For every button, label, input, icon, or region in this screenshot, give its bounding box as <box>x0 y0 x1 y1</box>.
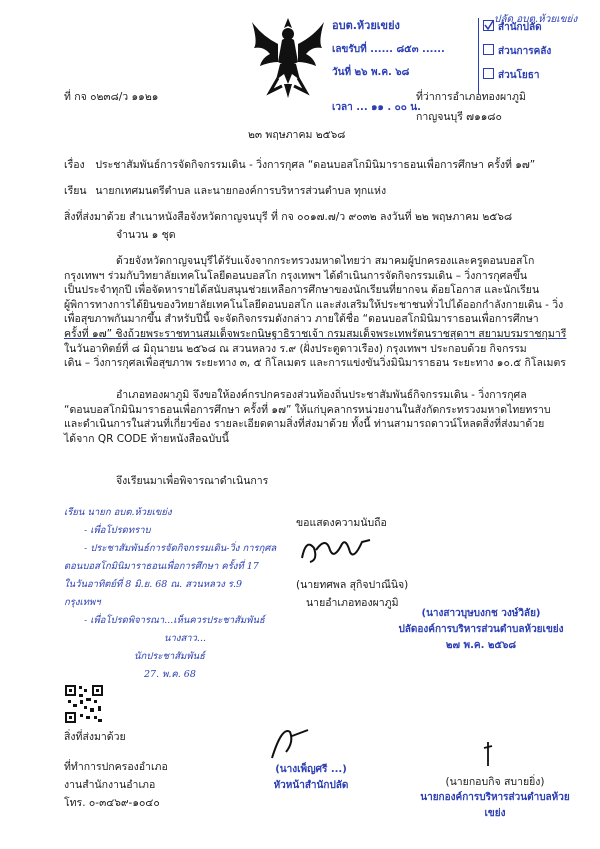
checklist-item: ส่วนการคลัง <box>483 44 553 59</box>
stamp-br-name: (นายกอบกิจ สบายยิ่ง) <box>445 776 545 788</box>
hand-note-line: - ประชาสัมพันธ์การจัดกิจกรรมเดิน-วิ่ง การกุศล <box>84 543 277 554</box>
document-number: ที่ กจ ๐๒๓๘/ว ๑๑๒๑ <box>64 91 159 103</box>
paragraph-line: ในวันอาทิตย์ที่ ๘ มิถุนายน ๒๕๖๘ ณ สวนหลวง ร.๙ (ฝั่งประตูดาวเรือง) กรุงเทพฯ ประกอบด้วย กิจกรรม <box>64 342 527 355</box>
hand-note-line: ในวันอาทิตย์ที่ 8 มิ.ย. 68 ณ. สวนหลวง ร.9 <box>64 579 243 590</box>
footer-section: งานสำนักงานอำเภอ <box>64 779 156 791</box>
hand-note-line: กรุงเทพฯ <box>64 597 101 608</box>
hand-note-line: นางสาว... <box>164 633 206 644</box>
body-paragraph-2 <box>64 388 554 446</box>
received-stamp-title: อบต.ห้วยเขย่ง <box>332 19 400 32</box>
received-number: เลขรับที่ ...... ๘๕๓ ...... <box>332 44 445 55</box>
to-text: นายกเทศมนตรีตำบล และนายกองค์การบริหารส่วนตำบล ทุกแห่ง <box>95 185 387 197</box>
subject-label: เรื่อง <box>64 159 85 171</box>
hand-note-line: - เพื่อโปรดพิจารณา...เห็นควรประชาสัมพันธ์ <box>84 615 265 626</box>
received-time: เวลา ... ๑๑ . ๐๐ น. <box>332 102 421 113</box>
paragraph-line: “ดอนบอสโกมินิมาราธอนเพื่อการศึกษา ครั้งที่ ๑๗” ให้แก่บุคลากรหน่วยงานในสังกัดกระทรวงมหาดไทยทราบ <box>64 403 551 416</box>
stamp-right-name: (นางสาวบุษบงกช วงษ์วิลัย) <box>421 608 541 619</box>
paragraph-line: ได้จาก QR CODE ท้ายหนังสือฉบับนี้ <box>64 432 229 445</box>
handwritten-corner-note: ปลัด อบต.ห้วยเขย่ง <box>494 14 578 25</box>
body-paragraph-1 <box>64 254 567 371</box>
checklist-item: สำนักปลัด <box>483 20 553 35</box>
attachment-row <box>64 210 512 224</box>
paragraph-line: เดิน – วิ่งการกุศลเพื่อสุขภาพ ระยะทาง ๓, ๕ กิโลเมตร และการแข่งขันวิ่งมินิมาราธอน ระยะทาง ๑๐.๕ กิโลเมตร <box>64 357 566 370</box>
regards-text: ขอแสดงความนับถือ <box>296 517 387 529</box>
routing-checklist <box>478 18 553 94</box>
hand-note-line: ดอนบอสโกมินิมาราธอนเพื่อการศึกษา ครั้งที่ 17 <box>64 561 259 572</box>
handwritten-note <box>64 504 276 684</box>
to-row <box>64 184 386 198</box>
signature-district-chief <box>296 530 376 570</box>
stamp-right-title: ปลัดองค์การบริหารส่วนตำบลห้วยเขย่ง <box>398 624 564 635</box>
checklist-item: ส่วนโยธา <box>483 68 553 83</box>
hand-note-line: เรียน นายก อบต.ห้วยเขย่ง <box>64 507 172 518</box>
to-label: เรียน <box>64 185 87 197</box>
signature-mayor <box>474 740 504 770</box>
paragraph-line: เพื่อสุขภาพกันมากขึ้น สำหรับปีนี้ จะจัดกิจกรรมดังกล่าว ภายใต้ชื่อ “ดอนบอสโกมินิมาราธอนเพื่อการศึกษา <box>64 313 539 326</box>
footer-office: ที่ทำการปกครองอำเภอ <box>64 761 168 773</box>
paragraph-line: อำเภอทองผาภูมิ จึงขอให้องค์กรปกครองส่วนท้องถิ่นประชาสัมพันธ์กิจกรรมเดิน - วิ่งการกุศล <box>116 389 527 401</box>
stamp-br-title: นายกองค์การบริหารส่วนตำบลห้วยเขย่ง <box>420 792 570 819</box>
mayor-stamp <box>410 774 580 822</box>
stamp-mid-name: (นางเพ็ญศรี ...) <box>275 764 347 775</box>
paragraph-line: ผู้พิการทางการได้ยินของวิทยาลัยเทคโนโลยีดอนบอสโก และส่งเสริมให้ประชาชนทั่วไปได้ออกกำลังกายเดิน - วิ่ง <box>64 298 564 311</box>
signer-title: นายอำเภอทองผาภูมิ <box>306 597 399 609</box>
received-date: วันที่ ๒๖ พ.ค. ๖๘ <box>332 67 410 78</box>
attachment-quantity: จำนวน ๑ ชุด <box>116 229 176 241</box>
footer-telephone: โทร. ๐-๓๔๖๙-๑๐๔๐ <box>64 797 160 809</box>
garuda-emblem <box>248 14 328 100</box>
subject-row <box>64 158 535 172</box>
qr-attachment-label: สิ่งที่ส่งมาด้วย <box>64 731 126 743</box>
hand-note-line: 27. พ.ค. 68 <box>144 669 196 680</box>
hand-note-line: นักประชาสัมพันธ์ <box>134 651 205 662</box>
address-line-1: ที่ว่าการอำเภอทองผาภูมิ <box>416 91 526 103</box>
attachment-label: สิ่งที่ส่งมาด้วย <box>64 211 126 223</box>
checkbox-icon <box>483 44 494 55</box>
paragraph-line: ด้วยจังหวัดกาญจนบุรีได้รับแจ้งจากกระทรวงมหาดไทยว่า สมาคมผู้ปกครองและครูดอนบอสโก <box>116 255 535 267</box>
paragraph-line: ครั้งที่ ๑๗” ชิงถ้วยพระราชทานสมเด็จพระกนิษฐาธิราชเจ้า กรมสมเด็จพระเทพรัตนราชสุดาฯ สยามบรมราชกุมารี <box>64 327 567 340</box>
stamp-mid-title: หัวหน้าสำนักปลัด <box>273 780 349 791</box>
address-line-2: กาญจนบุรี ๗๑๑๘๐ <box>416 111 502 123</box>
checkbox-icon <box>483 68 494 79</box>
signer-name: (นายทศพล สุกิจปาณีนิจ) <box>296 579 409 591</box>
paragraph-line: กรุงเทพฯ ร่วมกับวิทยาลัยเทคโนโลยีดอนบอสโก กรุงเทพฯ ได้ดำเนินการจัดกิจกรรมเดิน – วิ่งการกุศลขึ้น <box>64 269 528 282</box>
clerk-stamp <box>246 762 376 794</box>
paragraph-line: เป็นประจำทุกปี เพื่อจัดหารายได้สนับสนุนช่วยเหลือการศึกษาของนักเรียนที่ยากจน ด้อยโอกาส และนักเรียน <box>64 284 540 297</box>
paragraph-line: และดำเนินการในส่วนที่เกี่ยวข้อง รายละเอียดตามสิ่งที่ส่งมาด้วย ทั้งนี้ ท่านสามารถดาวน์โหลดสิ่งที่ส่งมาด้วย <box>64 418 545 431</box>
signature-clerk <box>262 722 322 762</box>
closing-text: จึงเรียนมาเพื่อพิจารณาดำเนินการ <box>116 475 269 487</box>
hand-note-line: - เพื่อโปรดทราบ <box>84 525 151 536</box>
chief-clerk-stamp <box>396 606 566 654</box>
document-date: ๒๓ พฤษภาคม ๒๕๖๘ <box>248 129 346 141</box>
stamp-right-date: ๒๗ พ.ค. ๒๕๖๘ <box>445 640 517 651</box>
attachment-text: สำเนาหนังสือจังหวัดกาญจนบุรี ที่ กจ ๐๐๑๗.๗/ว ๙๐๓๒ ลงวันที่ ๒๒ พฤษภาคม ๒๕๖๘ <box>129 211 513 223</box>
subject-text: ประชาสัมพันธ์การจัดกิจกรรมเดิน - วิ่งการกุศล “ดอนบอสโกมินิมาราธอนเพื่อการศึกษา ครั้งที่ ๑๗” <box>95 159 536 171</box>
checkbox-checked-icon <box>483 20 494 31</box>
qr-code <box>64 684 104 724</box>
